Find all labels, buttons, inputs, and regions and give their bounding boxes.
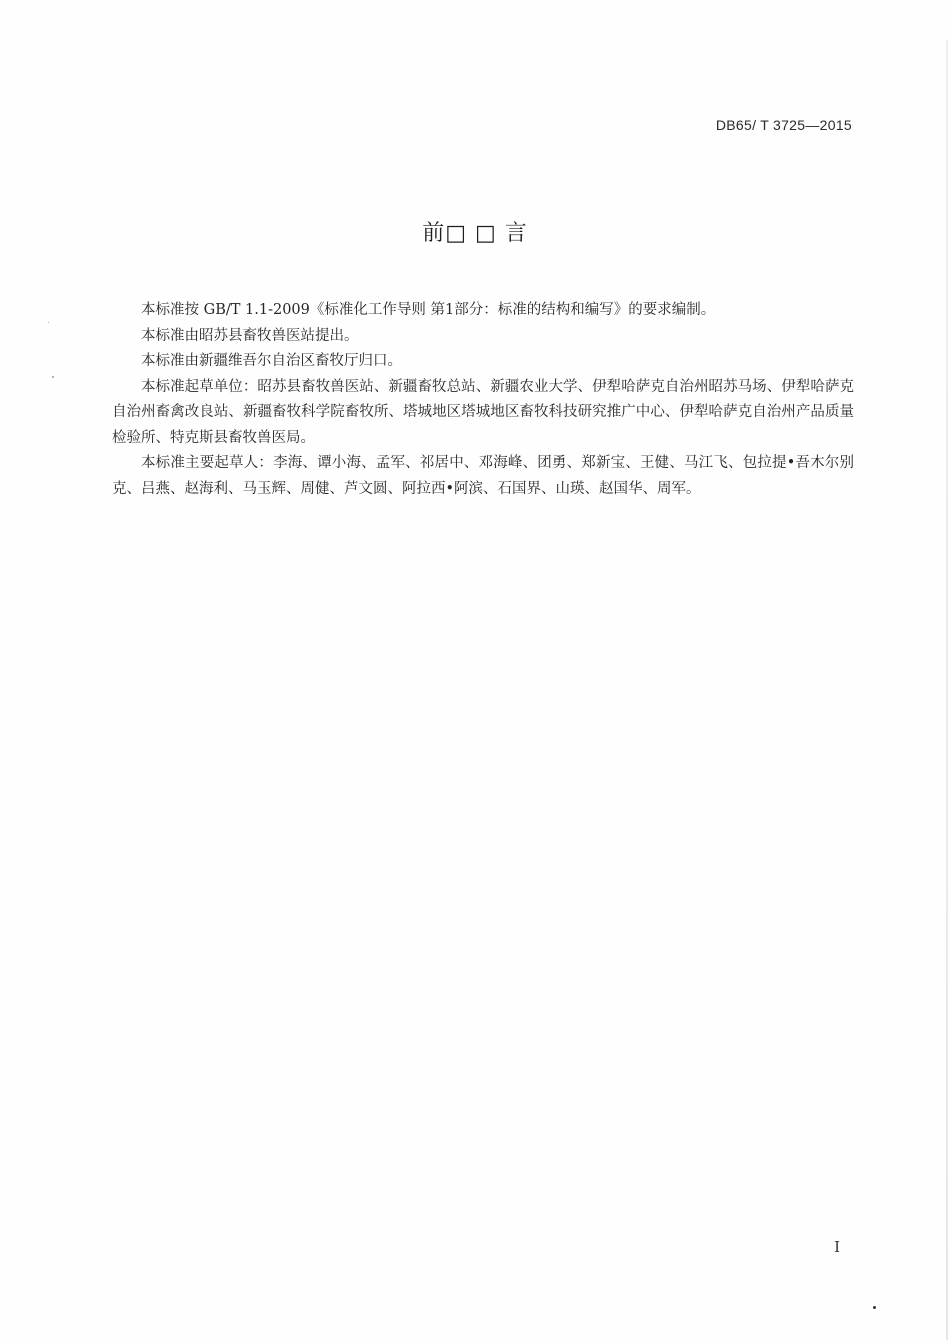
page-title: 前□ □ 言: [422, 221, 528, 246]
standard-code: DB65/ T 3725—2015: [715, 117, 852, 133]
paragraph-proposer: 本标准由昭苏县畜牧兽医站提出。: [141, 327, 359, 344]
scan-speck: [873, 1306, 876, 1309]
foreword-body: [112, 298, 854, 502]
scan-speck: [48, 322, 49, 323]
paragraph-drafting-units: 本标准起草单位：昭苏县畜牧兽医站、新疆畜牧总站、新疆农业大学、伊犁哈萨克自治州昭苏马场、伊犁哈萨克自治州畜禽改良站、新疆畜牧科学院畜牧所、塔城地区塔城地区畜牧科技研究推广中心、伊犁哈萨克自治州产品质量检验所、特克斯县畜牧兽医局。: [112, 378, 854, 446]
paragraph-standard-basis: 本标准按 GB/T 1.1-2009《标准化工作导则 第1部分：标准的结构和编写》的要求编制。: [141, 302, 716, 318]
scan-speck: [52, 376, 54, 378]
page-number: I: [834, 1238, 840, 1256]
paragraph-drafters: 本标准主要起草人：李海、谭小海、孟军、祁居中、邓海峰、团勇、郑新宝、王健、马江飞、包拉提•吾木尔别克、吕燕、赵海利、马玉辉、周健、芦文圆、阿拉西•阿滨、石国界、山瑛、赵国华、周军。: [112, 455, 854, 497]
paragraph-administrator: 本标准由新疆维吾尔自治区畜牧厅归口。: [141, 353, 402, 369]
